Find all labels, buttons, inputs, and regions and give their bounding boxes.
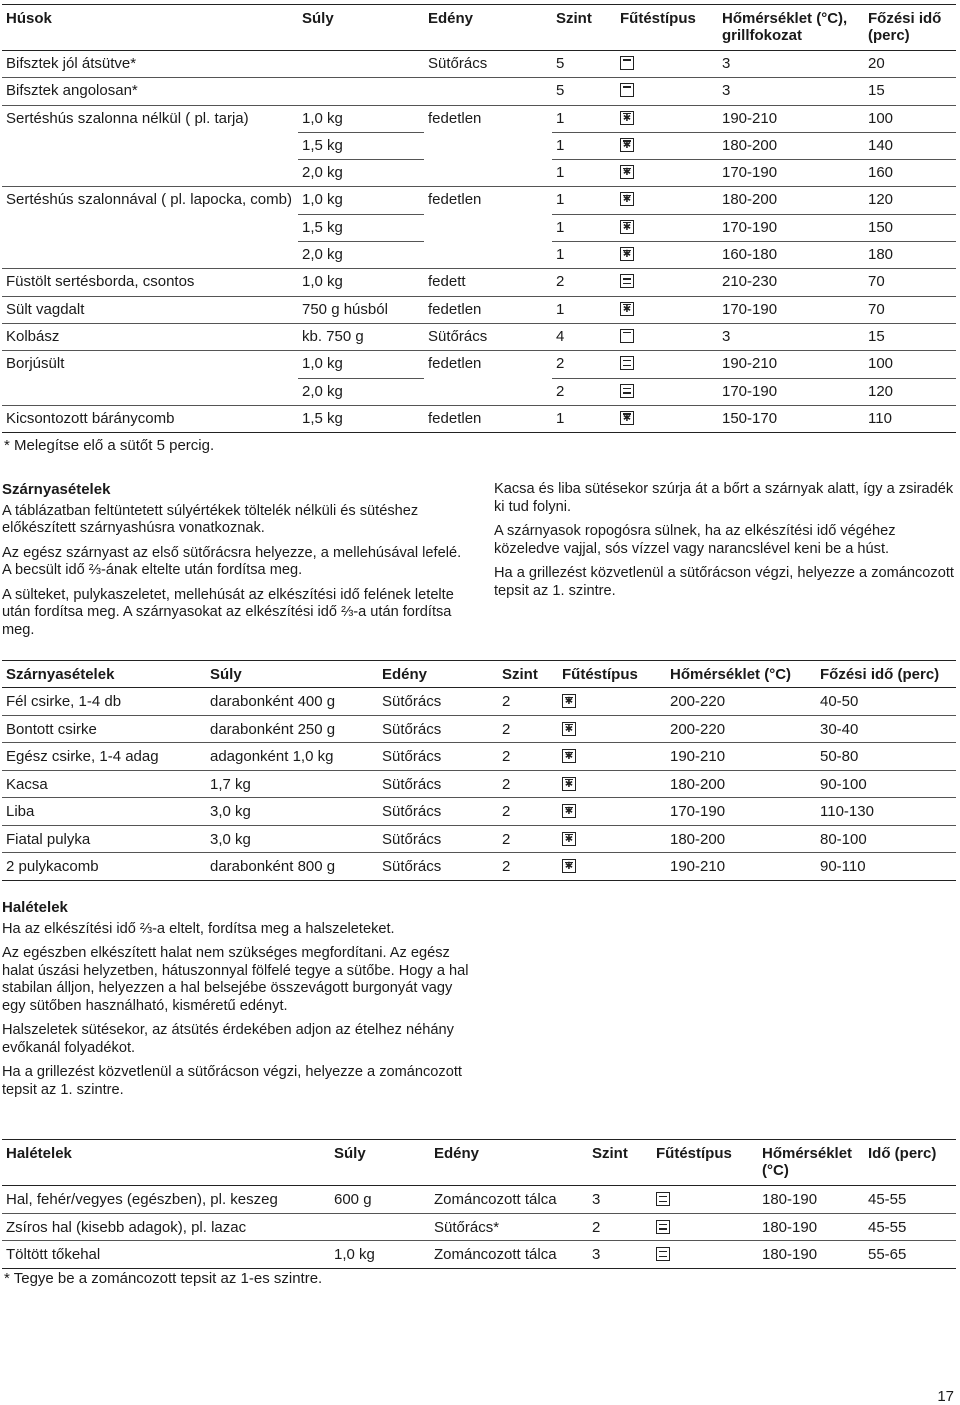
table-row bbox=[2, 214, 956, 241]
top-bottom-heat-icon bbox=[620, 274, 634, 288]
dish-cell bbox=[424, 214, 552, 241]
level-cell: 1 bbox=[552, 296, 616, 323]
name-cell bbox=[2, 160, 298, 187]
weight-cell: 2,0 kg bbox=[298, 160, 424, 187]
time-cell: 70 bbox=[864, 269, 956, 296]
top-bottom-heat-icon bbox=[656, 1192, 670, 1206]
name-cell: 2 pulykacomb bbox=[2, 853, 206, 881]
temp-cell: 180-190 bbox=[758, 1186, 864, 1214]
hot-air-icon bbox=[562, 859, 576, 873]
weight-cell: kb. 750 g bbox=[298, 323, 424, 350]
hot-air-icon bbox=[620, 220, 634, 234]
table-header-row bbox=[2, 5, 956, 51]
name-cell: Fél csirke, 1-4 db bbox=[2, 688, 206, 716]
top-bottom-heat-icon bbox=[656, 1220, 670, 1234]
dish-cell bbox=[424, 132, 552, 159]
time-cell: 80-100 bbox=[816, 825, 956, 853]
name-cell: Kicsontozott báránycomb bbox=[2, 405, 298, 432]
name-cell: Zsíros hal (kisebb adagok), pl. lazac bbox=[2, 1213, 330, 1241]
table-row bbox=[2, 405, 956, 432]
table-row bbox=[2, 323, 956, 350]
weight-cell: darabonként 400 g bbox=[206, 688, 378, 716]
hot-air-icon bbox=[620, 111, 634, 125]
heating-type-cell bbox=[558, 798, 666, 826]
heating-type-cell bbox=[652, 1213, 758, 1241]
hot-air-icon bbox=[620, 138, 634, 152]
time-cell: 160 bbox=[864, 160, 956, 187]
paragraph: Ha a grillezést közvetlenül a sütőrácson végzi, helyezze a zománcozott tepsit az 1. szintre. bbox=[494, 565, 954, 599]
top-bottom-heat-icon bbox=[656, 1247, 670, 1261]
heating-type-cell bbox=[558, 743, 666, 771]
level-cell: 1 bbox=[552, 187, 616, 214]
heating-type-cell bbox=[616, 405, 718, 432]
dish-cell: fedetlen bbox=[424, 405, 552, 432]
header-cell: Súly bbox=[330, 1140, 430, 1186]
temp-cell: 170-190 bbox=[666, 798, 816, 826]
table-header-row bbox=[2, 1140, 956, 1186]
table-header-row bbox=[2, 661, 956, 688]
name-cell bbox=[2, 242, 298, 269]
dish-cell bbox=[424, 242, 552, 269]
temp-cell: 190-210 bbox=[718, 351, 864, 378]
name-cell: Töltött tőkehal bbox=[2, 1241, 330, 1269]
hot-air-icon bbox=[620, 411, 634, 425]
heating-type-cell bbox=[616, 214, 718, 241]
level-cell: 1 bbox=[552, 214, 616, 241]
table-row bbox=[2, 269, 956, 296]
meat-table bbox=[2, 4, 956, 433]
dish-cell: Sütőrács bbox=[378, 825, 498, 853]
header-cell: Szint bbox=[552, 5, 616, 51]
heating-type-cell bbox=[616, 323, 718, 350]
heating-type-cell bbox=[616, 78, 718, 105]
level-cell: 2 bbox=[498, 688, 558, 716]
dish-cell: Sütőrács bbox=[378, 743, 498, 771]
hot-air-icon bbox=[562, 777, 576, 791]
heating-type-cell bbox=[616, 351, 718, 378]
level-cell: 5 bbox=[552, 51, 616, 78]
weight-cell: 2,0 kg bbox=[298, 378, 424, 405]
dish-cell: Zománcozott tálca bbox=[430, 1186, 588, 1214]
weight-cell: 1,7 kg bbox=[206, 770, 378, 798]
level-cell: 2 bbox=[588, 1213, 652, 1241]
dish-cell: Sütőrács bbox=[378, 853, 498, 881]
paragraph: A táblázatban feltüntetett súlyértékek töltelék nélküli és sütéshez előkészített szárnyashúsra vonatkoznak. bbox=[2, 502, 419, 536]
temp-cell: 3 bbox=[718, 51, 864, 78]
weight-cell: darabonként 800 g bbox=[206, 853, 378, 881]
time-cell: 90-110 bbox=[816, 853, 956, 881]
table-row bbox=[2, 825, 956, 853]
heating-type-cell bbox=[558, 825, 666, 853]
level-cell: 2 bbox=[552, 378, 616, 405]
name-cell: Füstölt sertésborda, csontos bbox=[2, 269, 298, 296]
section-title: Halételek bbox=[2, 899, 68, 916]
header-cell: Edény bbox=[378, 661, 498, 688]
hot-air-icon bbox=[562, 804, 576, 818]
dish-cell: Sütőrács bbox=[424, 51, 552, 78]
name-cell: Fiatal pulyka bbox=[2, 825, 206, 853]
time-cell: 70 bbox=[864, 296, 956, 323]
paragraph: Kacsa és liba sütésekor szúrja át a bőrt a szárnyak alatt, így a zsiradék ki tud folyni. bbox=[494, 481, 954, 515]
name-cell: Bifsztek angolosan* bbox=[2, 78, 298, 105]
dish-cell: fedett bbox=[424, 269, 552, 296]
header-cell: Edény bbox=[424, 5, 552, 51]
weight-cell: 1,0 kg bbox=[330, 1241, 430, 1269]
level-cell: 2 bbox=[498, 715, 558, 743]
temp-cell: 180-190 bbox=[758, 1213, 864, 1241]
weight-cell: 1,0 kg bbox=[298, 187, 424, 214]
weight-cell: 1,0 kg bbox=[298, 351, 424, 378]
header-cell: Hőmérséklet (°C) bbox=[758, 1140, 864, 1186]
table-row bbox=[2, 187, 956, 214]
time-cell: 100 bbox=[864, 105, 956, 132]
temp-cell: 190-210 bbox=[666, 853, 816, 881]
dish-cell: fedetlen bbox=[428, 191, 482, 209]
header-cell: Szint bbox=[588, 1140, 652, 1186]
hot-air-icon bbox=[620, 247, 634, 261]
name-cell: Kacsa bbox=[2, 770, 206, 798]
level-cell: 2 bbox=[552, 351, 616, 378]
table-row bbox=[2, 853, 956, 881]
temp-cell: 180-200 bbox=[718, 187, 864, 214]
heating-type-cell bbox=[616, 187, 718, 214]
paragraph: Az egész szárnyast az első sütőrácsra helyezze, a mellehúsával lefelé. A becsült idő ⅔-ának eltelte után fordítsa meg. bbox=[2, 544, 462, 578]
fish-table bbox=[2, 1139, 956, 1269]
weight-cell: 750 g húsból bbox=[298, 296, 424, 323]
temp-cell: 190-210 bbox=[666, 743, 816, 771]
level-cell: 1 bbox=[552, 132, 616, 159]
weight-cell: darabonként 250 g bbox=[206, 715, 378, 743]
name-cell: Kolbász bbox=[2, 323, 298, 350]
dish-cell: Zománcozott tálca bbox=[430, 1241, 588, 1269]
weight-cell: 1,0 kg bbox=[298, 105, 424, 132]
time-cell: 180 bbox=[864, 242, 956, 269]
dish-cell: Sütőrács bbox=[378, 798, 498, 826]
hot-air-icon bbox=[562, 832, 576, 846]
grill-icon bbox=[620, 83, 634, 97]
dish-cell bbox=[424, 160, 552, 187]
table-row bbox=[2, 798, 956, 826]
header-cell: Szint bbox=[498, 661, 558, 688]
time-cell: 100 bbox=[864, 351, 956, 378]
level-cell: 2 bbox=[498, 798, 558, 826]
header-cell: Húsok bbox=[2, 5, 298, 51]
meat-footnote: * Melegítse elő a sütőt 5 percig. bbox=[4, 437, 215, 454]
level-cell: 1 bbox=[552, 405, 616, 432]
paragraph: A szárnyasok ropogósra sülnek, ha az elkészítési idő végéhez közeledve vajjal, sós vízzel vagy narancslével keni be a húst. bbox=[494, 523, 896, 557]
table-row bbox=[2, 242, 956, 269]
header-cell: Halételek bbox=[2, 1140, 330, 1186]
paragraph: Ha a grillezést közvetlenül a sütőrácson végzi, helyezze a zománcozott tepsit az 1. szintre. bbox=[2, 1064, 462, 1098]
table-row bbox=[2, 1186, 956, 1214]
temp-cell: 170-190 bbox=[718, 378, 864, 405]
dish-cell bbox=[424, 378, 552, 405]
time-cell: 150 bbox=[864, 214, 956, 241]
time-cell: 110 bbox=[864, 405, 956, 432]
dish-cell: fedetlen bbox=[428, 109, 482, 127]
name-cell: Hal, fehér/vegyes (egészben), pl. keszeg bbox=[2, 1186, 330, 1214]
temp-cell: 170-190 bbox=[718, 214, 864, 241]
hot-air-icon bbox=[620, 165, 634, 179]
heating-type-cell bbox=[616, 132, 718, 159]
header-cell: Hőmérséklet (°C), grillfokozat bbox=[718, 5, 864, 51]
paragraph: Ha az elkészítési idő ⅔-a eltelt, fordítsa meg a halszeleteket. bbox=[2, 920, 395, 937]
temp-cell: 210-230 bbox=[718, 269, 864, 296]
time-cell: 90-100 bbox=[816, 770, 956, 798]
table-row bbox=[2, 351, 956, 378]
weight-cell bbox=[298, 51, 424, 78]
dish-cell: Sütőrács bbox=[378, 770, 498, 798]
level-cell: 2 bbox=[498, 853, 558, 881]
dish-cell: fedetlen bbox=[424, 296, 552, 323]
level-cell: 2 bbox=[498, 743, 558, 771]
temp-cell: 190-210 bbox=[718, 105, 864, 132]
name-cell bbox=[2, 214, 298, 241]
level-cell: 1 bbox=[552, 242, 616, 269]
table-row bbox=[2, 51, 956, 78]
paragraph: Az egészben elkészített halat nem szükséges megfordítani. Az egész halat úszási helyzetben, hátuszonnyal fölfelé tegye a sütőbe. Hogy a hal stabilan álljon, helyezzen a hal belsejébe összevágott burgonyát vagy egy sütőben használható, kisméretű edényt. bbox=[2, 945, 469, 1014]
heating-type-cell bbox=[616, 51, 718, 78]
temp-cell: 170-190 bbox=[718, 160, 864, 187]
time-cell: 15 bbox=[864, 78, 956, 105]
dish-cell bbox=[424, 78, 552, 105]
weight-cell: 3,0 kg bbox=[206, 825, 378, 853]
level-cell: 2 bbox=[498, 770, 558, 798]
table-row bbox=[2, 1213, 956, 1241]
time-cell: 45-55 bbox=[864, 1186, 956, 1214]
time-cell: 55-65 bbox=[864, 1241, 956, 1269]
time-cell: 15 bbox=[864, 323, 956, 350]
header-cell: Fűtéstípus bbox=[558, 661, 666, 688]
header-cell: Főzési idő (perc) bbox=[864, 5, 956, 51]
top-bottom-heat-icon bbox=[620, 356, 634, 370]
poultry-text-left bbox=[2, 481, 472, 646]
level-cell: 1 bbox=[552, 105, 616, 132]
top-bottom-heat-icon bbox=[620, 384, 634, 398]
dish-cell: Sütőrács bbox=[378, 715, 498, 743]
weight-cell: 1,0 kg bbox=[298, 269, 424, 296]
table-row bbox=[2, 160, 956, 187]
heating-type-cell bbox=[616, 269, 718, 296]
heating-type-cell bbox=[558, 770, 666, 798]
name-cell: Sült vagdalt bbox=[2, 296, 298, 323]
header-cell: Fűtéstípus bbox=[652, 1140, 758, 1186]
temp-cell: 200-220 bbox=[666, 688, 816, 716]
header-cell: Edény bbox=[430, 1140, 588, 1186]
time-cell: 110-130 bbox=[816, 798, 956, 826]
hot-air-icon bbox=[620, 302, 634, 316]
dish-cell: Sütőrács bbox=[378, 688, 498, 716]
weight-cell bbox=[330, 1213, 430, 1241]
header-cell: Fűtéstípus bbox=[616, 5, 718, 51]
paragraph: A sülteket, pulykaszeletet, mellehúsát az elkészítési idő felének letelte után fordítsa meg. A szárnyasokat az elkészítési idő ⅔-a után fordítsa meg. bbox=[2, 586, 454, 638]
table-row bbox=[2, 770, 956, 798]
temp-cell: 150-170 bbox=[718, 405, 864, 432]
header-cell: Súly bbox=[206, 661, 378, 688]
weight-cell: 3,0 kg bbox=[206, 798, 378, 826]
header-cell: Főzési idő (perc) bbox=[816, 661, 956, 688]
temp-cell: 180-190 bbox=[758, 1241, 864, 1269]
name-cell: Bifsztek jól átsütve* bbox=[2, 51, 298, 78]
name-cell bbox=[2, 132, 298, 159]
heating-type-cell bbox=[558, 688, 666, 716]
heating-type-cell bbox=[616, 105, 718, 132]
temp-cell: 180-200 bbox=[666, 770, 816, 798]
weight-cell: 600 g bbox=[330, 1186, 430, 1214]
heating-type-cell bbox=[558, 853, 666, 881]
fish-text bbox=[2, 899, 472, 1106]
hot-air-icon bbox=[562, 749, 576, 763]
table-row bbox=[2, 1241, 956, 1269]
level-cell: 3 bbox=[588, 1241, 652, 1269]
header-cell: Szárnyasételek bbox=[2, 661, 206, 688]
weight-cell: 1,5 kg bbox=[298, 132, 424, 159]
name-cell bbox=[2, 378, 298, 405]
hot-air-icon bbox=[620, 192, 634, 206]
table-row bbox=[2, 296, 956, 323]
section-title: Szárnyasételek bbox=[2, 481, 111, 498]
heating-type-cell bbox=[558, 715, 666, 743]
heating-type-cell bbox=[652, 1241, 758, 1269]
hot-air-icon bbox=[562, 694, 576, 708]
weight-cell: 2,0 kg bbox=[298, 242, 424, 269]
weight-cell bbox=[298, 78, 424, 105]
header-cell: Hőmérséklet (°C) bbox=[666, 661, 816, 688]
hot-air-icon bbox=[562, 722, 576, 736]
dish-cell: fedetlen bbox=[428, 355, 482, 373]
time-cell: 30-40 bbox=[816, 715, 956, 743]
name-cell: Sertéshús szalonnával ( pl. lapocka, comb) bbox=[6, 191, 292, 209]
table-row bbox=[2, 688, 956, 716]
name-cell: Sertéshús szalonna nélkül ( pl. tarja) bbox=[6, 109, 249, 127]
weight-cell: 1,5 kg bbox=[298, 405, 424, 432]
level-cell: 1 bbox=[552, 160, 616, 187]
time-cell: 20 bbox=[864, 51, 956, 78]
name-cell: Bontott csirke bbox=[2, 715, 206, 743]
grill-icon bbox=[620, 56, 634, 70]
heating-type-cell bbox=[616, 160, 718, 187]
dish-cell: Sütőrács bbox=[424, 323, 552, 350]
temp-cell: 170-190 bbox=[718, 296, 864, 323]
table-row bbox=[2, 132, 956, 159]
fish-footnote: * Tegye be a zománcozott tepsit az 1-es szintre. bbox=[4, 1270, 323, 1287]
temp-cell: 180-200 bbox=[718, 132, 864, 159]
heating-type-cell bbox=[616, 242, 718, 269]
time-cell: 120 bbox=[864, 378, 956, 405]
table-row bbox=[2, 715, 956, 743]
heating-type-cell bbox=[616, 296, 718, 323]
poultry-table bbox=[2, 660, 956, 881]
temp-cell: 3 bbox=[718, 323, 864, 350]
dish-cell: Sütőrács* bbox=[430, 1213, 588, 1241]
time-cell: 40-50 bbox=[816, 688, 956, 716]
header-cell: Súly bbox=[298, 5, 424, 51]
paragraph: Halszeletek sütésekor, az átsütés érdekében adjon az ételhez néhány evőkanál folyadékot. bbox=[2, 1022, 454, 1056]
temp-cell: 180-200 bbox=[666, 825, 816, 853]
poultry-text-right bbox=[494, 481, 954, 607]
time-cell: 45-55 bbox=[864, 1213, 956, 1241]
table-row bbox=[2, 743, 956, 771]
table-row bbox=[2, 378, 956, 405]
grill-icon bbox=[620, 329, 634, 343]
name-cell: Egész csirke, 1-4 adag bbox=[2, 743, 206, 771]
name-cell: Liba bbox=[2, 798, 206, 826]
name-cell: Borjúsült bbox=[6, 355, 65, 373]
weight-cell: 1,5 kg bbox=[298, 214, 424, 241]
table-row bbox=[2, 105, 956, 132]
level-cell: 2 bbox=[552, 269, 616, 296]
time-cell: 50-80 bbox=[816, 743, 956, 771]
temp-cell: 200-220 bbox=[666, 715, 816, 743]
weight-cell: adagonként 1,0 kg bbox=[206, 743, 378, 771]
level-cell: 3 bbox=[588, 1186, 652, 1214]
time-cell: 140 bbox=[864, 132, 956, 159]
table-row bbox=[2, 78, 956, 105]
temp-cell: 3 bbox=[718, 78, 864, 105]
heating-type-cell bbox=[616, 378, 718, 405]
time-cell: 120 bbox=[864, 187, 956, 214]
level-cell: 2 bbox=[498, 825, 558, 853]
temp-cell: 160-180 bbox=[718, 242, 864, 269]
heating-type-cell bbox=[652, 1186, 758, 1214]
level-cell: 5 bbox=[552, 78, 616, 105]
level-cell: 4 bbox=[552, 323, 616, 350]
header-cell: Idő (perc) bbox=[864, 1140, 956, 1186]
page-number: 17 bbox=[937, 1388, 954, 1405]
